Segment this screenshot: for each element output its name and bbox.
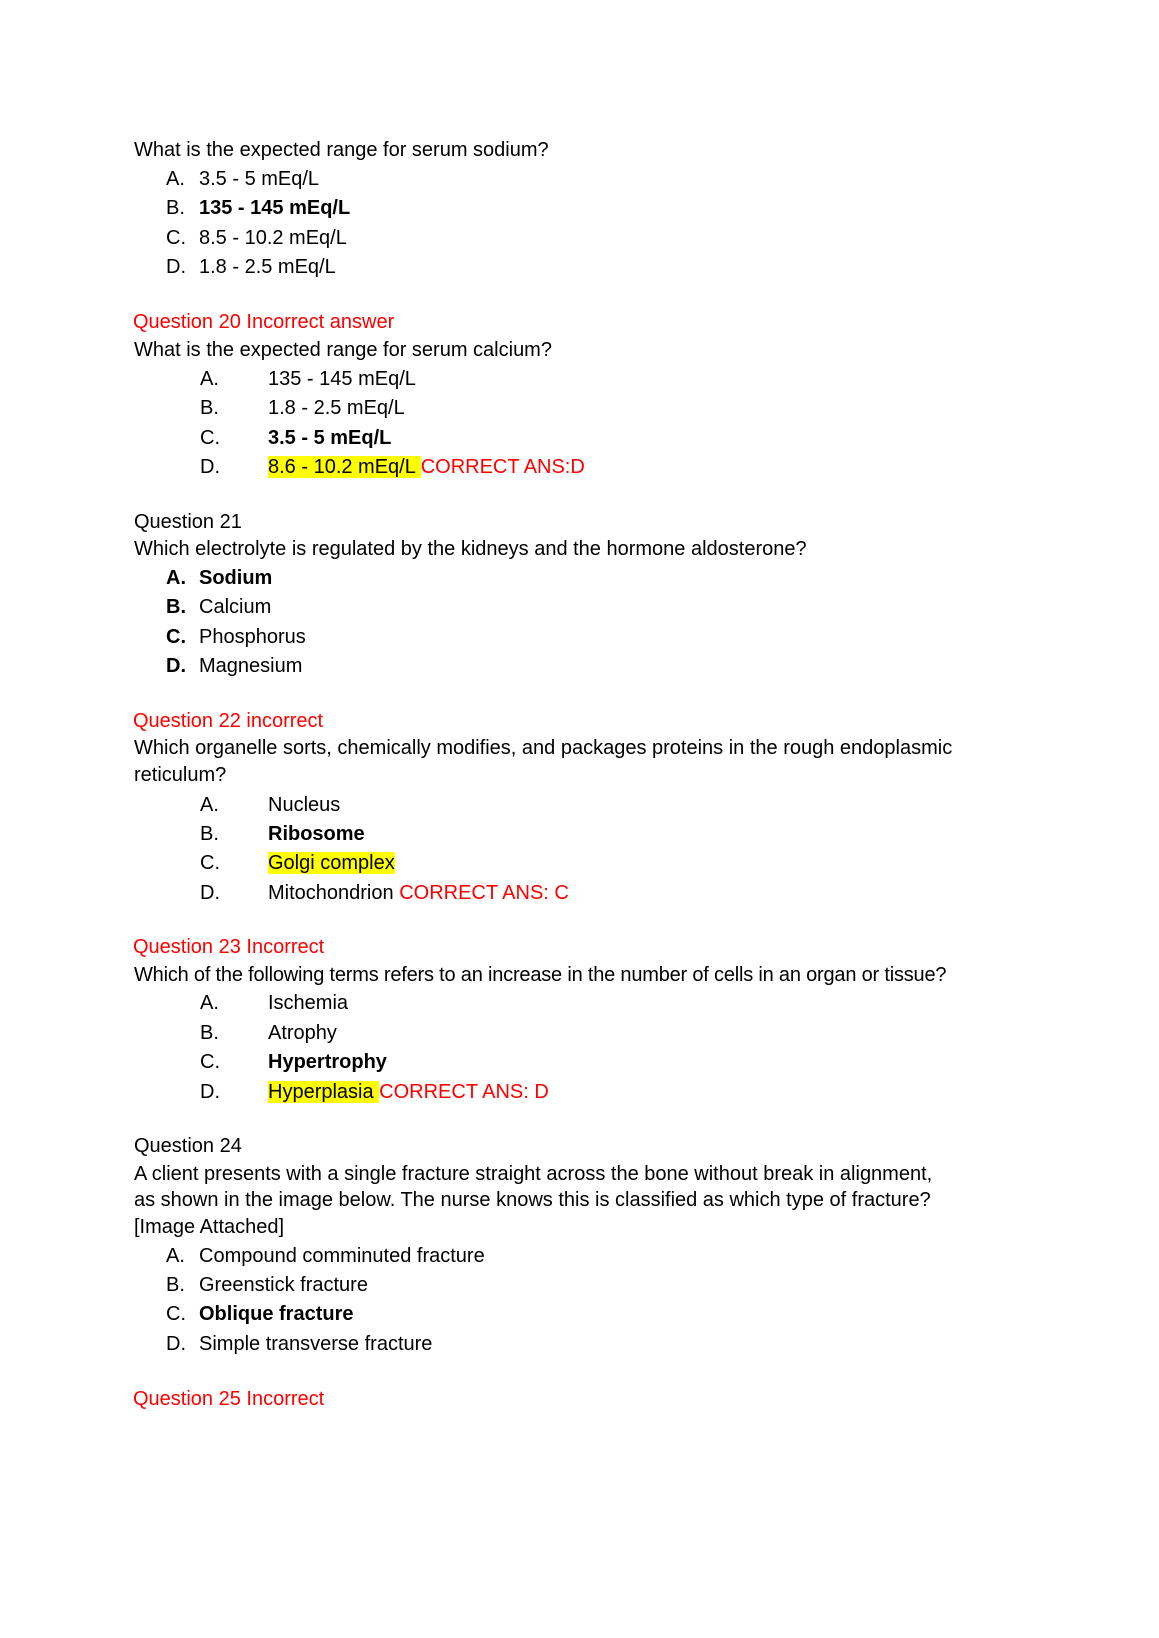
answer-option: D. Mitochondrion CORRECT ANS: C [200, 882, 569, 904]
question-stem: Which electrolyte is regulated by the kidneys and the hormone aldosterone? [134, 538, 807, 560]
answer-option: B. 1.8 - 2.5 mEq/L [200, 397, 405, 419]
question-heading: Question 22 incorrect [133, 710, 324, 732]
answer-option: C. Hypertrophy [200, 1051, 387, 1073]
question-stem-continued: as shown in the image below. The nurse knows this is classified as which type of fracture? [134, 1189, 931, 1211]
highlighted-answer: 8.6 - 10.2 mEq/L [268, 456, 421, 478]
answer-option: C. 8.5 - 10.2 mEq/L [166, 227, 347, 249]
answer-option: C. Golgi complex [200, 852, 395, 874]
answer-option: C. 3.5 - 5 mEq/L [200, 427, 392, 449]
answer-option: C. Phosphorus [166, 626, 306, 648]
answer-option: B. Greenstick fracture [166, 1274, 368, 1296]
correct-answer-note: CORRECT ANS: C [399, 882, 569, 904]
answer-option: D. Hyperplasia CORRECT ANS: D [200, 1081, 549, 1103]
answer-option: B. 135 - 145 mEq/L [166, 197, 351, 219]
correct-answer-note: CORRECT ANS: D [379, 1081, 549, 1103]
question-stem: Which organelle sorts, chemically modifies, and packages proteins in the rough endoplasmic [134, 737, 953, 759]
question-heading: Question 24 [134, 1135, 242, 1157]
question-heading: Question 25 Incorrect [133, 1388, 325, 1410]
highlighted-answer: Hyperplasia [268, 1081, 380, 1103]
answer-option: A. Nucleus [200, 794, 341, 816]
question-stem: What is the expected range for serum calcium? [134, 339, 552, 361]
question-heading: Question 20 Incorrect answer [133, 311, 395, 333]
correct-answer-note: CORRECT ANS:D [420, 456, 585, 478]
answer-option: D. 8.6 - 10.2 mEq/L CORRECT ANS:D [200, 456, 585, 478]
answer-option: A. 3.5 - 5 mEq/L [166, 168, 320, 190]
answer-option: B. Ribosome [200, 823, 365, 845]
question-heading: Question 21 [134, 511, 242, 533]
answer-option: D. 1.8 - 2.5 mEq/L [166, 256, 336, 278]
question-stem: What is the expected range for serum sodium? [134, 139, 549, 161]
answer-option: A. Ischemia [200, 992, 349, 1014]
question-stem: A client presents with a single fracture straight across the bone without break in alignment, [134, 1163, 933, 1185]
question-stem: Which of the following terms refers to an increase in the number of cells in an organ or tissue? [134, 964, 947, 986]
answer-option: D. Magnesium [166, 655, 303, 677]
answer-option: A. Compound comminuted fracture [166, 1245, 485, 1267]
question-heading: Question 23 Incorrect [133, 936, 325, 958]
answer-option: D. Simple transverse fracture [166, 1333, 433, 1355]
highlighted-answer: Golgi complex [268, 852, 395, 874]
answer-option: B. Calcium [166, 596, 272, 618]
answer-option: A. Sodium [166, 567, 273, 589]
question-stem-continued: reticulum? [134, 764, 227, 786]
answer-option: C. Oblique fracture [166, 1303, 354, 1325]
answer-option: B. Atrophy [200, 1022, 337, 1044]
answer-option: A. 135 - 145 mEq/L [200, 368, 416, 390]
question-stem-continued: [Image Attached] [134, 1216, 285, 1238]
